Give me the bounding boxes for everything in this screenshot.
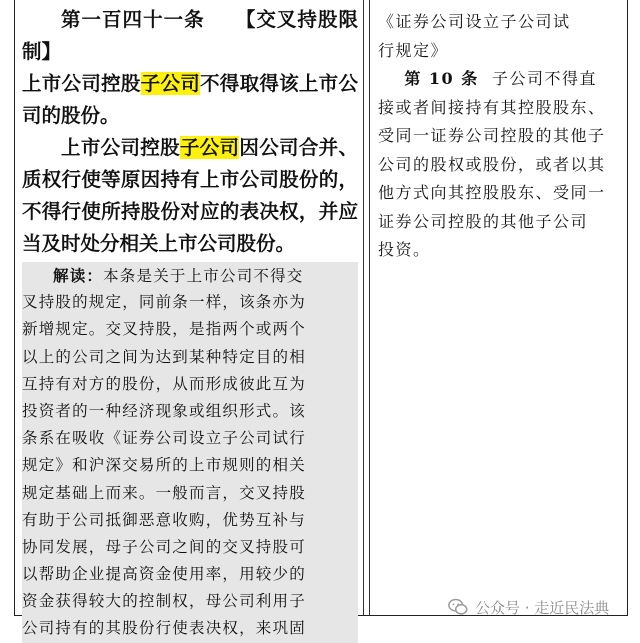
interp-line: 投资者的一种经济现象或组织形式。该	[22, 398, 358, 425]
highlight-term: 子公司	[140, 72, 201, 95]
interp-line: 协同发展，母子公司之间的交叉持股可	[22, 534, 358, 561]
article-heading	[22, 4, 358, 68]
column-divider	[363, 0, 364, 615]
interp-line: 以帮助企业提高资金使用率，用较少的	[22, 561, 358, 588]
watermark-text: 公众号 · 走近民法典	[475, 598, 610, 617]
interp-line: 规定基础上而来。一般而言，交叉持股	[22, 480, 358, 507]
interp-label: 解读：	[53, 266, 104, 285]
wechat-icon	[447, 596, 469, 618]
interp-line: 叉持股的规定，同前条一样，该条亦为	[22, 289, 358, 316]
interp-line: 互持有对方的股份，从而形成彼此互为	[22, 371, 358, 398]
interp-line: 条系在吸收《证券公司设立子公司试行	[22, 425, 358, 452]
article-title: 【交叉持股限制】	[22, 8, 358, 63]
watermark	[447, 592, 637, 622]
article-paragraph-2: 上市公司控股子公司因公司合并、质权行使等原因持有上市公司股份的，不得行使所持股份对应的表决权，并应当及时处分相关上市公司股份。	[22, 136, 358, 255]
law-article-column	[22, 4, 358, 643]
highlight-term: 子公司	[179, 136, 240, 159]
reference-article-label: 第 10 条	[404, 69, 479, 88]
article-number: 第一百四十一条	[61, 8, 205, 31]
reference-title: 《证券公司设立子公司试 行规定》	[378, 12, 571, 60]
interp-line: 有助于公司抵御恶意收购，优势互补与	[22, 507, 358, 534]
article-paragraph-1: 上市公司控股子公司不得取得该上市公司的股份。	[22, 72, 358, 127]
interp-line: 资金获得较大的控制权，母公司利用子	[22, 588, 358, 615]
interpretation-block	[22, 262, 358, 643]
interp-line: 规定》和沪深交易所的上市规则的相关	[22, 452, 358, 479]
interp-line: 公司持有的其股份行使表决权，来巩固	[22, 615, 358, 642]
reference-column	[378, 8, 620, 265]
interp-line: 新增规定。交叉持股，是指两个或两个	[22, 316, 358, 343]
reference-body: 第 10 条 子公司不得直 接或者间接持有其控股股东、 受同一证券公司控股的其他子 公司的股权或股份，或者以其 他方式向其控股股东、受同一 证券公司控股的其他子公司 投资。	[378, 69, 606, 259]
interp-line: 解读：本条是关于上市公司不得交	[22, 262, 358, 289]
interp-line: 以上的公司之间为达到某种特定目的相	[22, 344, 358, 371]
column-divider-inner	[369, 0, 370, 615]
